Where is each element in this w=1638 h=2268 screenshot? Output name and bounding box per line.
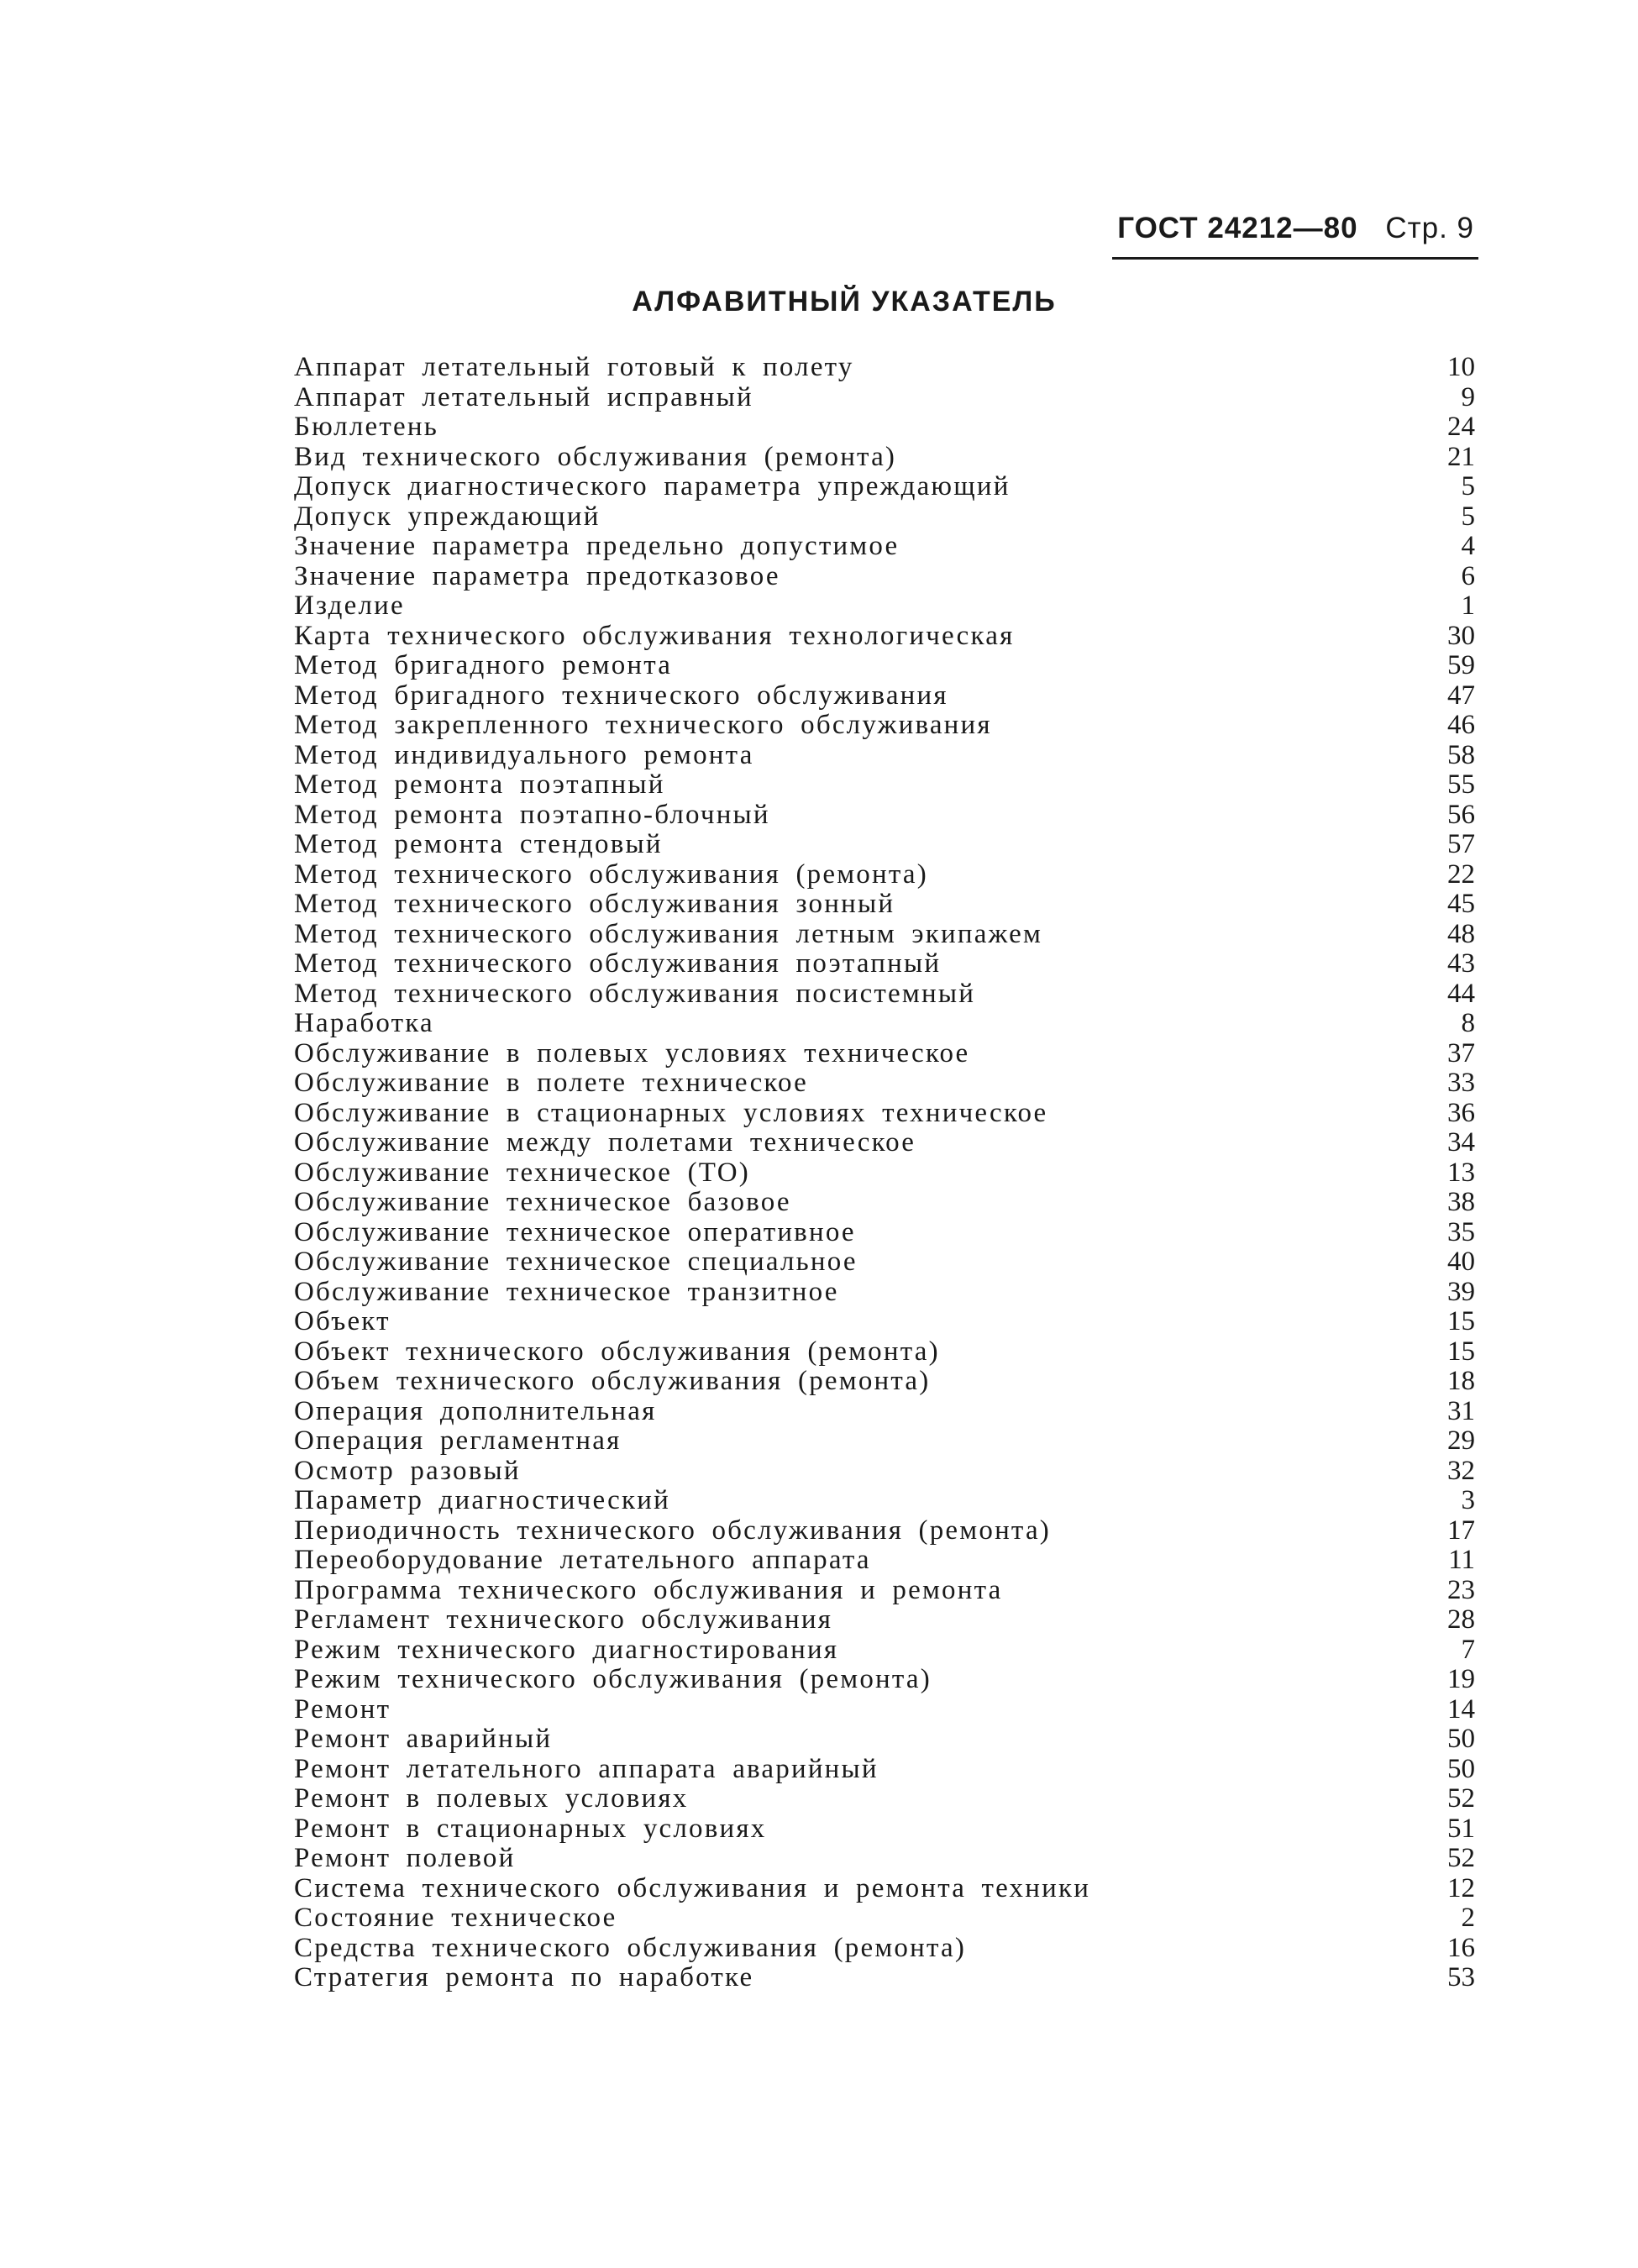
index-entry (294, 472, 1475, 502)
index-term: Режим технического обслуживания (ремонта) (294, 1664, 932, 1694)
index-entry (294, 1099, 1475, 1129)
index-entry (294, 591, 1475, 622)
index-number: 18 (1447, 1366, 1475, 1396)
index-term: Объект (294, 1306, 391, 1336)
index-term: Ремонт аварийный (294, 1724, 553, 1754)
index-entry (294, 711, 1475, 741)
index-entry (294, 353, 1475, 383)
index-entry (294, 1814, 1475, 1845)
page-title: АЛФАВИТНЫЙ УКАЗАТЕЛЬ (632, 286, 1057, 318)
index-entry (294, 443, 1475, 473)
index-term: Обслуживание между полетами техническое (294, 1127, 916, 1158)
index-entry (294, 1963, 1475, 1993)
index-number: 46 (1447, 710, 1475, 740)
page-header (1117, 212, 1474, 245)
index-number: 24 (1447, 412, 1475, 442)
index-term: Средства технического обслуживания (ремонта) (294, 1932, 967, 1963)
index-number: 30 (1447, 620, 1475, 651)
index-number: 38 (1447, 1187, 1475, 1217)
index-entry (294, 1397, 1475, 1427)
index-term: Ремонт полевой (294, 1843, 516, 1873)
index-number: 59 (1447, 650, 1475, 680)
index-entry (294, 1486, 1475, 1516)
index-entry (294, 1426, 1475, 1457)
index-term: Обслуживание техническое транзитное (294, 1276, 839, 1307)
index-entry (294, 801, 1475, 831)
index-number: 6 (1461, 560, 1475, 591)
standard-number: ГОСТ 24212—80 (1117, 212, 1358, 244)
index-number: 32 (1447, 1455, 1475, 1486)
index-term: Метод технического обслуживания (ремонта) (294, 858, 928, 890)
index-number: 3 (1461, 1485, 1475, 1515)
index-number: 43 (1447, 948, 1475, 979)
index-entry (294, 1903, 1475, 1934)
index-term: Объем технического обслуживания (ремонта) (294, 1366, 931, 1396)
index-entry (294, 1844, 1475, 1874)
index-term: Обслуживание техническое оперативное (294, 1216, 856, 1247)
index-entry (294, 412, 1475, 443)
index-number: 40 (1447, 1247, 1475, 1277)
index-entry (294, 1934, 1475, 1964)
index-term: Ремонт в стационарных условиях (294, 1813, 767, 1844)
index-entry (294, 1576, 1475, 1606)
index-entry (294, 681, 1475, 711)
index-entry (294, 1755, 1475, 1785)
index-entry (294, 1516, 1475, 1546)
index-entry (294, 741, 1475, 771)
index-term: Параметр диагностический (294, 1485, 670, 1515)
index-term: Режим технического диагностирования (294, 1634, 839, 1665)
index-number: 48 (1447, 918, 1475, 949)
index-term: Аппарат летательный готовый к полету (294, 352, 854, 382)
index-term: Регламент технического обслуживания (294, 1604, 833, 1635)
index-number: 7 (1461, 1634, 1475, 1665)
index-number: 52 (1447, 1783, 1475, 1814)
page-number: Стр. 9 (1385, 212, 1474, 244)
index-term: Метод технического обслуживания посистемный (294, 978, 976, 1009)
index-number: 36 (1447, 1097, 1475, 1128)
index-term: Метод бригадного технического обслуживания (294, 680, 948, 711)
index-entry (294, 651, 1475, 681)
index-term: Метод технического обслуживания летным экипажем (294, 918, 1043, 949)
index-number: 10 (1447, 352, 1475, 382)
index-term: Осмотр разовый (294, 1455, 521, 1486)
index-entry (294, 1665, 1475, 1695)
index-number: 31 (1447, 1395, 1475, 1426)
index-term: Метод ремонта поэтапно-блочный (294, 799, 770, 830)
index-number: 29 (1447, 1425, 1475, 1456)
index-term: Допуск упреждающий (294, 501, 601, 532)
index-entry (294, 1546, 1475, 1576)
index-number: 16 (1447, 1932, 1475, 1963)
header-rule (1112, 257, 1478, 260)
index-term: Обслуживание техническое специальное (294, 1247, 858, 1277)
index-number: 45 (1447, 889, 1475, 919)
index-term: Метод бригадного ремонта (294, 650, 673, 680)
index-entry (294, 949, 1475, 979)
index-entry (294, 770, 1475, 801)
index-number: 4 (1461, 531, 1475, 561)
index-entry (294, 920, 1475, 950)
index-number: 13 (1447, 1157, 1475, 1188)
index-number: 23 (1447, 1574, 1475, 1605)
index-number: 1 (1461, 591, 1475, 621)
index-entry (294, 1188, 1475, 1218)
index-number: 12 (1447, 1872, 1475, 1903)
index-number: 35 (1447, 1216, 1475, 1247)
index-term: Обслуживание техническое базовое (294, 1187, 791, 1217)
index-number: 51 (1447, 1813, 1475, 1844)
index-term: Состояние техническое (294, 1903, 617, 1933)
index-number: 56 (1447, 799, 1475, 830)
index-entry (294, 1039, 1475, 1069)
index-term: Метод технического обслуживания поэтапный (294, 948, 942, 979)
index-number: 15 (1447, 1306, 1475, 1336)
index-term: Метод ремонта поэтапный (294, 769, 665, 800)
index-entry (294, 1635, 1475, 1666)
index-term: Ремонт летательного аппарата аварийный (294, 1753, 879, 1784)
index-term: Метод закрепленного технического обслуживания (294, 710, 992, 740)
index-entry (294, 1307, 1475, 1337)
index-entry (294, 1068, 1475, 1099)
alphabetical-index (294, 353, 1475, 1993)
index-term: Периодичность технического обслуживания (ремонта) (294, 1515, 1051, 1546)
index-term: Обслуживание в стационарных условиях техническое (294, 1097, 1048, 1128)
index-term: Операция дополнительная (294, 1395, 657, 1426)
index-number: 28 (1447, 1604, 1475, 1635)
index-entry (294, 1337, 1475, 1368)
index-entry (294, 1367, 1475, 1397)
index-term: Обслуживание техническое (ТО) (294, 1157, 750, 1188)
index-number: 33 (1447, 1068, 1475, 1098)
index-term: Программа технического обслуживания и ремонта (294, 1574, 1003, 1605)
index-number: 34 (1447, 1127, 1475, 1158)
index-entry (294, 1874, 1475, 1904)
index-entry (294, 1605, 1475, 1635)
index-number: 50 (1447, 1724, 1475, 1754)
index-number: 22 (1447, 858, 1475, 890)
index-entry (294, 1247, 1475, 1278)
index-term: Переоборудование летательного аппарата (294, 1545, 871, 1575)
index-number: 47 (1447, 680, 1475, 711)
index-entry (294, 1128, 1475, 1158)
index-entry (294, 890, 1475, 920)
index-term: Метод индивидуального ремонта (294, 739, 754, 770)
index-number: 21 (1447, 441, 1475, 472)
index-entry (294, 1009, 1475, 1039)
index-term: Наработка (294, 1008, 434, 1038)
index-entry (294, 979, 1475, 1010)
index-term: Система технического обслуживания и ремонта техники (294, 1872, 1091, 1903)
index-term: Ремонт в полевых условиях (294, 1783, 689, 1814)
index-term: Допуск диагностического параметра упреждающий (294, 471, 1011, 501)
index-entry (294, 1695, 1475, 1725)
index-number: 11 (1448, 1545, 1475, 1575)
index-entry (294, 1457, 1475, 1487)
index-entry (294, 562, 1475, 592)
index-number: 5 (1461, 471, 1475, 501)
index-entry (294, 1278, 1475, 1308)
index-number: 50 (1447, 1753, 1475, 1784)
index-number: 55 (1447, 769, 1475, 800)
index-number: 53 (1447, 1962, 1475, 1992)
index-term: Ремонт (294, 1693, 391, 1725)
index-term: Значение параметра предотказовое (294, 560, 780, 591)
index-entry (294, 860, 1475, 890)
index-entry (294, 1158, 1475, 1189)
index-entry (294, 502, 1475, 533)
index-term: Метод технического обслуживания зонный (294, 889, 895, 919)
index-term: Метод ремонта стендовый (294, 829, 663, 859)
index-number: 8 (1461, 1008, 1475, 1038)
index-term: Обслуживание в полевых условиях техническое (294, 1037, 970, 1068)
index-entry (294, 1725, 1475, 1755)
index-number: 19 (1447, 1664, 1475, 1694)
index-number: 52 (1447, 1843, 1475, 1873)
index-entry (294, 830, 1475, 860)
index-entry (294, 1218, 1475, 1248)
index-entry (294, 1784, 1475, 1814)
index-term: Операция регламентная (294, 1425, 622, 1456)
index-term: Обслуживание в полете техническое (294, 1068, 808, 1098)
index-number: 58 (1447, 739, 1475, 770)
index-term: Объект технического обслуживания (ремонта) (294, 1336, 940, 1367)
index-entry (294, 622, 1475, 652)
index-term: Карта технического обслуживания технологическая (294, 620, 1015, 651)
index-number: 2 (1461, 1903, 1475, 1933)
index-term: Стратегия ремонта по наработке (294, 1962, 754, 1992)
index-term: Вид технического обслуживания (ремонта) (294, 441, 897, 472)
index-number: 15 (1447, 1336, 1475, 1367)
index-term: Аппарат летательный исправный (294, 381, 753, 412)
index-number: 39 (1447, 1276, 1475, 1307)
index-term: Значение параметра предельно допустимое (294, 531, 900, 561)
index-number: 5 (1461, 501, 1475, 532)
index-term: Изделие (294, 591, 405, 621)
index-number: 14 (1447, 1693, 1475, 1725)
index-entry (294, 532, 1475, 562)
index-entry (294, 383, 1475, 413)
index-number: 57 (1447, 829, 1475, 859)
index-number: 17 (1447, 1515, 1475, 1546)
index-number: 9 (1461, 381, 1475, 412)
index-number: 37 (1447, 1037, 1475, 1068)
index-number: 44 (1447, 978, 1475, 1009)
index-term: Бюллетень (294, 412, 438, 442)
